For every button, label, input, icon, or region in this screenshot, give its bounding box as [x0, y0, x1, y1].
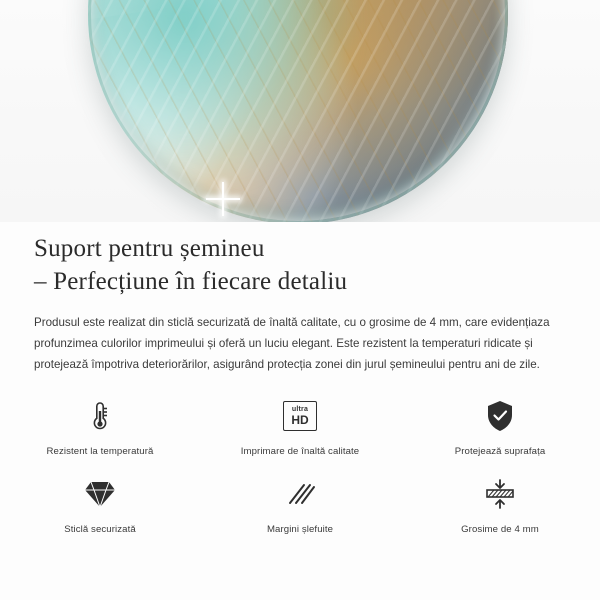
- feature-item-tempered-glass: [0, 473, 200, 535]
- diamond-icon: [83, 473, 117, 515]
- glass-panel-product-image: [88, 0, 508, 222]
- feature-item-polished-edges: [200, 473, 400, 535]
- content-block: [0, 222, 600, 375]
- feature-label: Sticlă securizată: [64, 524, 136, 535]
- product-description: Produsul este realizat din sticlă securizată de înaltă calitate, cu o grosime de 4 mm, care evidențiaza profunzimea culorilor imprimeului și oferă un luciu elegant. Este rezistent la temperaturi ridicate și protejează împotriva deteriorărilor, asigurând protecția zonei din jurul șemineului pentru ani de zile.: [34, 316, 550, 371]
- feature-item-temperature: [0, 395, 200, 457]
- feature-label: Protejează suprafața: [454, 446, 546, 457]
- headline-line-1: Suport pentru șemineu: [34, 235, 265, 262]
- thickness-4mm-icon: [482, 473, 518, 515]
- feature-label: Imprimare de înaltă calitate: [240, 446, 360, 457]
- page-title: [34, 232, 566, 298]
- shield-check-icon: [485, 395, 515, 437]
- headline-line-2: – Perfecțiune în fiecare detaliu: [34, 268, 348, 295]
- feature-label: Grosime de 4 mm: [461, 524, 539, 535]
- feature-item-surface-protection: [400, 395, 600, 457]
- feature-label: Rezistent la temperatură: [46, 446, 154, 457]
- feature-label: Margini șlefuite: [266, 524, 334, 535]
- thermometer-icon: [89, 395, 111, 437]
- polished-edges-icon: [284, 473, 316, 515]
- feature-item-thickness: [400, 473, 600, 535]
- feature-grid: [0, 395, 600, 535]
- ultra-hd-icon: [283, 395, 317, 437]
- feature-item-print-quality: [200, 395, 400, 457]
- ultra-hd-badge-bottom: HD: [291, 413, 309, 427]
- hero-image: [0, 0, 600, 222]
- ultra-hd-badge-top: ultra: [291, 406, 309, 413]
